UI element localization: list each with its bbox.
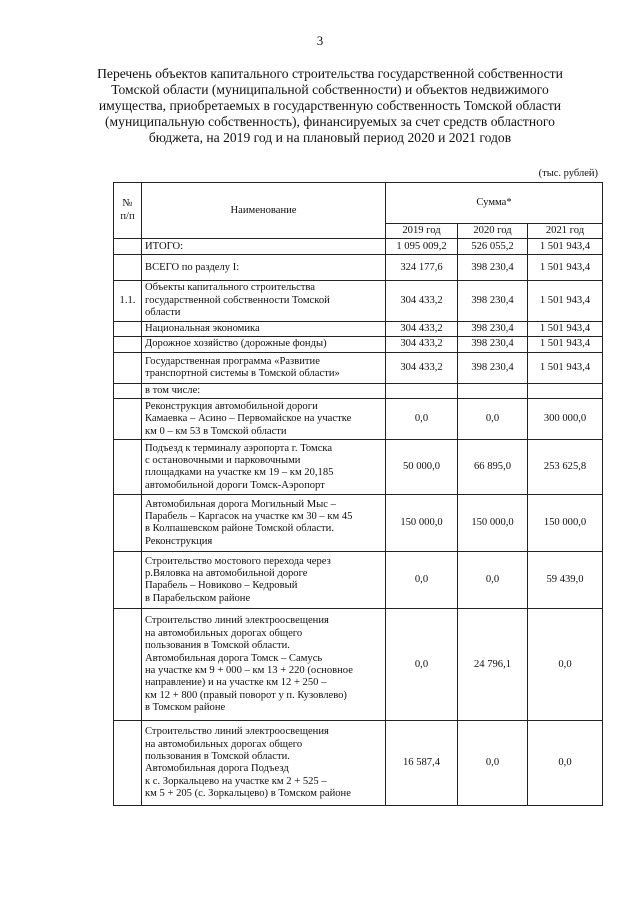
row-name-line: Национальная экономика [145, 322, 260, 334]
row-name-line: Строительство линий электроосвещения [145, 726, 329, 738]
row-name-line: на участке км 9 + 000 – км 13 + 220 (основное [145, 664, 353, 676]
row-name-line: ВСЕГО по разделу I: [145, 261, 240, 273]
row-name [142, 255, 386, 281]
row-value-2019: 150 000,0 [386, 495, 458, 552]
row-name-line: км 5 + 205 (с. Зоркальцево) в Томском районе [145, 788, 351, 800]
row-name-line: Камаевка – Асино – Первомайское на участке [145, 413, 352, 425]
table-row [114, 321, 603, 336]
table-row [114, 609, 603, 721]
row-value-2021: 1 501 943,4 [528, 321, 603, 336]
row-value-2021: 0,0 [528, 609, 603, 721]
row-name-line: р.Вяловка на автомобильной дороге [145, 568, 308, 580]
row-name-line: на автомобильных дорогах общего [145, 738, 303, 750]
row-name-line: к с. Зоркальцево на участке км 2 + 525 – [145, 775, 327, 787]
table-row [114, 239, 603, 255]
row-name-line: в том числе: [145, 385, 201, 397]
table-row [114, 495, 603, 552]
row-value-2021: 253 625,8 [528, 440, 603, 495]
title-line: (муниципальную собственность), финансируемых за счет средств областного [105, 114, 555, 129]
row-value-2019 [386, 384, 458, 399]
row-value-2020: 0,0 [458, 552, 528, 609]
row-number [114, 337, 142, 353]
row-name-line: Автомобильная дорога Подъезд [145, 763, 289, 775]
units-note: (тыс. рублей) [538, 168, 598, 179]
row-name-line: в Томском районе [145, 702, 226, 714]
table-row [114, 440, 603, 495]
row-name [142, 239, 386, 255]
table-row [114, 384, 603, 399]
row-name-line: транспортной системы в Томской области» [145, 368, 340, 380]
row-value-2019: 324 177,6 [386, 255, 458, 281]
row-name-line: площадками на участке км 19 – км 20,185 [145, 467, 334, 479]
row-name [142, 721, 386, 806]
header-2020: 2020 год [458, 224, 528, 239]
row-name [142, 399, 386, 440]
row-number [114, 353, 142, 384]
row-number [114, 495, 142, 552]
row-value-2019: 0,0 [386, 399, 458, 440]
row-name-line: с остановочными и парковочными [145, 455, 301, 467]
row-name-line: на автомобильных дорогах общего [145, 627, 303, 639]
row-value-2021: 1 501 943,4 [528, 337, 603, 353]
title-line: Перечень объектов капитального строительства государственной собственности [97, 66, 563, 81]
row-value-2020: 398 230,4 [458, 337, 528, 353]
page-number: 3 [316, 33, 324, 48]
row-name-line: государственной собственности Томской [145, 294, 330, 306]
row-number [114, 239, 142, 255]
table-row [114, 255, 603, 281]
row-number [114, 399, 142, 440]
row-name [142, 552, 386, 609]
row-name-line: Автомобильная дорога Томск – Самусь [145, 652, 323, 664]
row-number: 1.1. [114, 281, 142, 321]
table-row [114, 337, 603, 353]
header-name: Наименование [142, 183, 386, 239]
row-number [114, 384, 142, 399]
table-row [114, 552, 603, 609]
row-name-line: ИТОГО: [145, 240, 184, 252]
title-line: имущества, приобретаемых в государственную собственность Томской области [98, 98, 562, 113]
row-name [142, 353, 386, 384]
row-value-2020: 398 230,4 [458, 321, 528, 336]
row-value-2021: 59 439,0 [528, 552, 603, 609]
row-name-line: Реконструкция автомобильной дороги [145, 400, 318, 412]
budget-table [113, 182, 603, 806]
row-name-line: Парабель – Каргасок на участке км 30 – км 45 [145, 511, 353, 523]
table-row [114, 353, 603, 384]
row-value-2021: 1 501 943,4 [528, 255, 603, 281]
row-number [114, 721, 142, 806]
row-value-2021: 0,0 [528, 721, 603, 806]
row-value-2019: 0,0 [386, 609, 458, 721]
row-value-2019: 50 000,0 [386, 440, 458, 495]
row-value-2019: 304 433,2 [386, 281, 458, 321]
row-name [142, 495, 386, 552]
row-name [142, 440, 386, 495]
row-number [114, 255, 142, 281]
row-name-line: Государственная программа «Развитие [145, 355, 320, 367]
row-name-line: Объекты капитального строительства [145, 282, 315, 294]
row-name-line: автомобильной дороги Томск-Аэропорт [145, 479, 325, 491]
title-line: бюджета, на 2019 год и на плановый период 2020 и 2021 годов [148, 130, 512, 145]
row-name [142, 337, 386, 353]
document-title [80, 66, 580, 146]
header-2021: 2021 год [528, 224, 603, 239]
row-number [114, 552, 142, 609]
row-number [114, 609, 142, 721]
row-name [142, 609, 386, 721]
row-name-line: км 12 + 800 (правый поворот у п. Кузовлево) [145, 689, 347, 701]
row-name-line: области [145, 307, 181, 319]
row-value-2020: 0,0 [458, 721, 528, 806]
row-value-2020: 24 796,1 [458, 609, 528, 721]
table-row [114, 721, 603, 806]
row-number [114, 440, 142, 495]
row-name-line: пользования в Томской области. [145, 640, 290, 652]
row-value-2019: 16 587,4 [386, 721, 458, 806]
row-value-2019: 1 095 009,2 [386, 239, 458, 255]
row-value-2019: 0,0 [386, 552, 458, 609]
row-value-2020: 150 000,0 [458, 495, 528, 552]
row-name-line: Строительство мостового перехода через [145, 555, 331, 567]
header-sum: Сумма* [386, 183, 603, 224]
row-value-2020: 398 230,4 [458, 255, 528, 281]
row-value-2021: 150 000,0 [528, 495, 603, 552]
row-name-line: в Колпашевском районе Томской области. [145, 523, 335, 535]
row-value-2020: 66 895,0 [458, 440, 528, 495]
table-row [114, 399, 603, 440]
row-name-line: Реконструкция [145, 535, 213, 547]
row-value-2019: 304 433,2 [386, 321, 458, 336]
row-value-2020: 526 055,2 [458, 239, 528, 255]
row-name-line: пользования в Томской области. [145, 751, 290, 763]
row-name-line: Подъезд к терминалу аэропорта г. Томска [145, 442, 333, 454]
row-name [142, 321, 386, 336]
row-value-2020: 398 230,4 [458, 281, 528, 321]
row-value-2021: 1 501 943,4 [528, 239, 603, 255]
row-value-2021: 1 501 943,4 [528, 353, 603, 384]
row-name-line: Дорожное хозяйство (дорожные фонды) [145, 338, 327, 350]
row-value-2019: 304 433,2 [386, 353, 458, 384]
row-name [142, 281, 386, 321]
row-value-2019: 304 433,2 [386, 337, 458, 353]
row-value-2021 [528, 384, 603, 399]
row-name-line: Парабель – Новиково – Кедровый [145, 580, 298, 592]
header-num: № п/п [114, 183, 142, 239]
row-value-2020: 398 230,4 [458, 353, 528, 384]
row-name-line: в Парабельском районе [145, 592, 251, 604]
table-row [114, 281, 603, 321]
row-name [142, 384, 386, 399]
row-value-2020: 0,0 [458, 399, 528, 440]
row-name-line: Строительство линий электроосвещения [145, 615, 329, 627]
row-value-2020 [458, 384, 528, 399]
row-value-2021: 300 000,0 [528, 399, 603, 440]
row-name-line: направление) и на участке км 12 + 250 – [145, 677, 327, 689]
row-value-2021: 1 501 943,4 [528, 281, 603, 321]
row-name-line: Автомобильная дорога Могильный Мыс – [145, 498, 336, 510]
row-name-line: км 0 – км 53 в Томской области [145, 425, 287, 437]
header-2019: 2019 год [386, 224, 458, 239]
row-number [114, 321, 142, 336]
title-line: Томской области (муниципальной собственности) и объектов недвижимого [111, 82, 549, 97]
